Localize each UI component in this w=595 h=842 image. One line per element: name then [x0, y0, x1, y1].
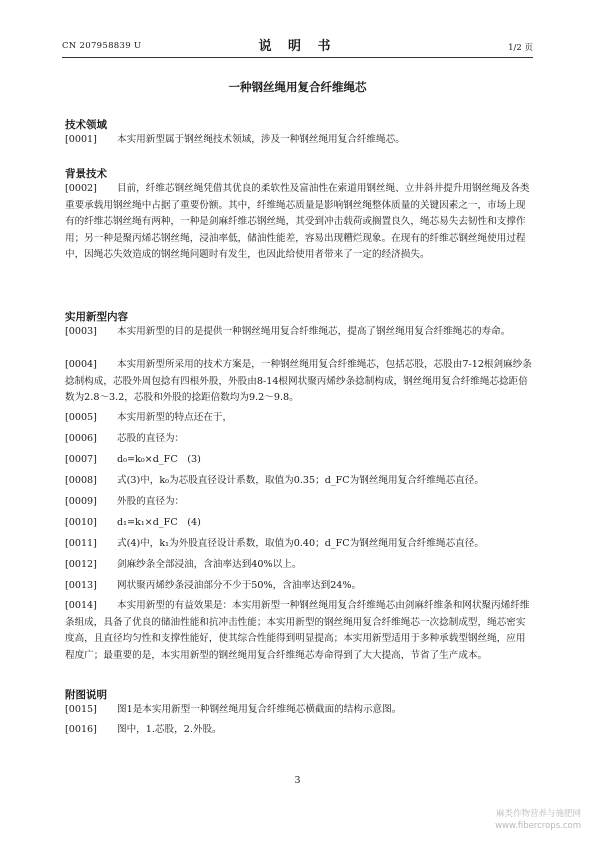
- paragraph-number: [0002]: [65, 183, 97, 194]
- page-header: [62, 35, 533, 55]
- paragraph-text: 式(4)中，k₁为外股直径设计系数，取值为0.40；d_FC为钢丝绳用复合纤维绳芯直径。: [117, 538, 484, 549]
- paragraph-text: 本实用新型属于钢丝绳技术领域，涉及一种钢丝绳用复合纤维绳芯。: [117, 134, 405, 145]
- paragraph: [65, 536, 535, 553]
- paragraph-number: [0012]: [65, 559, 97, 570]
- paragraph: [65, 132, 535, 149]
- section-heading: 背景技术: [65, 168, 107, 180]
- paragraph-text: 本实用新型所采用的技术方案是，一种钢丝绳用复合纤维绳芯，包括芯股，芯股由7-12根剑麻纱条捻制构成，芯股外周包捻有四根外股，外股由8-14根网状聚丙烯纱条捻制构成，钢丝绳用复合纤维绳芯捻距倍数为2.8～3.2，芯股和外股的捻距倍数均为9.2～9.8。: [65, 359, 532, 403]
- paragraph-number: [0001]: [65, 134, 97, 145]
- section-heading: 技术领域: [65, 119, 107, 131]
- paragraph-text: 芯股的直径为：: [117, 433, 185, 444]
- paragraph-text: 式(3)中，k₀为芯股直径设计系数，取值为0.35；d_FC为钢丝绳用复合纤维绳芯直径。: [117, 475, 484, 486]
- paragraph-text: 网状聚丙烯纱条浸油部分不少于50%，含油率达到24%。: [117, 580, 362, 591]
- paragraph-number: [0008]: [65, 475, 97, 486]
- paragraph-number: [0003]: [65, 326, 97, 337]
- watermark: [451, 808, 581, 832]
- paragraph: [65, 702, 535, 719]
- paragraph: [65, 431, 535, 448]
- paragraph: [65, 494, 535, 511]
- paragraph-text: 外股的直径为：: [117, 496, 185, 507]
- paragraph-text: 剑麻纱条全部浸油，含油率达到40%以上。: [117, 559, 302, 570]
- paragraph: [65, 357, 535, 407]
- watermark-line: www.fibercrops.com: [495, 821, 581, 831]
- paragraph: [65, 722, 535, 739]
- paragraph-text: 目前，纤维芯钢丝绳凭借其优良的柔软性及富油性在索道用钢丝绳、立井斜井提升用钢丝绳及各类重要承载用钢丝绳中占据了重要份额。其中，纤维绳芯质量是影响钢丝绳整体质量的关键因素之一，市场上现有的纤维芯钢丝绳有两种，一种是剑麻纤维芯钢丝绳，其受到冲击载荷或搁置良久，绳芯易失去韧性和支撑作用；另一种是聚丙烯芯钢丝绳，浸油率低，储油性能差，容易出现糟烂现象。在现有的纤维芯钢丝绳使用过程中，因绳芯失效造成的钢丝绳问题时有发生，也因此给使用者带来了一定的经济损失。: [65, 183, 530, 260]
- paragraph-number: [0015]: [65, 704, 97, 715]
- paragraph-text: 本实用新型的特点还在于，: [117, 412, 233, 423]
- paragraph-number: [0010]: [65, 517, 97, 528]
- document-number: CN 207958839 U: [62, 41, 142, 51]
- paragraph-text: 本实用新型的有益效果是：本实用新型一种钢丝绳用复合纤维绳芯由剑麻纤维条和网状聚丙烯纤维条组成，具备了优良的储油性能和抗冲击性能；本实用新型的钢丝绳用复合纤维绳芯一次捻制成型，绳芯密实度高，且直径均匀性和支撑性能好，使其综合性能得到明显提高；本实用新型适用于多种承载型钢丝绳，应用程度广；最重要的是，本实用新型的钢丝绳用复合纤维绳芯寿命得到了大大提高，节省了生产成本。: [65, 600, 530, 661]
- page-number: 3: [294, 775, 301, 786]
- paragraph: [65, 515, 535, 532]
- paragraph: [65, 410, 535, 427]
- document-title: 一种钢丝绳用复合纤维绳芯: [228, 80, 367, 94]
- paragraph-number: [0011]: [65, 538, 97, 549]
- paragraph: [65, 181, 535, 264]
- paragraph-number: [0005]: [65, 412, 97, 423]
- paragraph: [65, 324, 535, 341]
- paragraph: [65, 557, 535, 574]
- paragraph-number: [0004]: [65, 359, 97, 370]
- paragraph-number: [0007]: [65, 454, 97, 465]
- paragraph-number: [0009]: [65, 496, 97, 507]
- paragraph: [65, 473, 535, 490]
- paragraph: [65, 578, 535, 595]
- paragraph-number: [0013]: [65, 580, 97, 591]
- paragraph: [65, 452, 535, 469]
- paragraph-number: [0016]: [65, 724, 97, 735]
- section-heading: 实用新型内容: [65, 311, 128, 323]
- formula: d₁=k₁×d_FC (4): [117, 517, 201, 528]
- header-rule: [62, 57, 533, 58]
- paragraph: [65, 598, 535, 664]
- watermark-line: 麻类作物营养与施肥网: [495, 809, 581, 819]
- section-heading: 附图说明: [65, 689, 107, 701]
- paragraph-text: 本实用新型的目的是提供一种钢丝绳用复合纤维绳芯，提高了钢丝绳用复合纤维绳芯的寿命。: [117, 326, 511, 337]
- paragraph-number: [0006]: [65, 433, 97, 444]
- page-indicator: 1/2 页: [508, 43, 533, 53]
- document-type: 说 明 书: [258, 39, 337, 54]
- paragraph-number: [0014]: [65, 600, 97, 611]
- formula: d₀=k₀×d_FC (3): [117, 454, 201, 465]
- paragraph-text: 图1是本实用新型一种钢丝绳用复合纤维绳芯横截面的结构示意图。: [117, 704, 402, 715]
- paragraph-text: 图中，1.芯股，2.外股。: [117, 724, 222, 735]
